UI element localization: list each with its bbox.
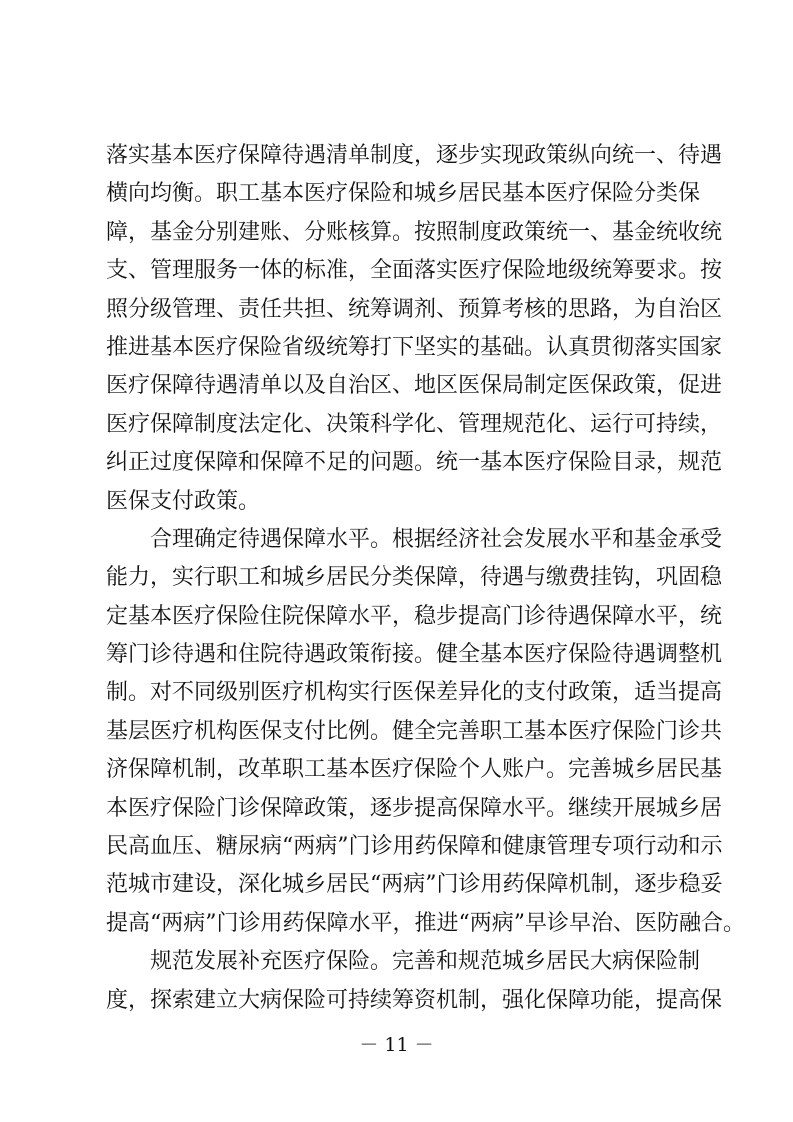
text-line: 度，探索建立大病保险可持续筹资机制，强化保障功能，提高保 xyxy=(106,987,723,1013)
paragraph-2 xyxy=(106,521,745,943)
text-line: 制。对不同级别医疗机构实行医保差异化的支付政策，适当提高 xyxy=(106,680,723,706)
text-line: 提高“两病”门诊用药保障水平，推进“两病”早诊早治、医防融合。 xyxy=(106,910,745,936)
text-line: 纠正过度保障和保障不足的问题。统一基本医疗保险目录，规范 xyxy=(106,450,723,476)
text-line: 规范发展补充医疗保险。完善和规范城乡居民大病保险制 xyxy=(106,949,701,975)
text-line: 济保障机制，改革职工基本医疗保险个人账户。完善城乡居民基 xyxy=(106,757,723,783)
paragraph-1 xyxy=(106,137,723,521)
text-line: 推进基本医疗保险省级统筹打下坚实的基础。认真贯彻落实国家 xyxy=(106,334,723,360)
text-line: 本医疗保险门诊保障政策，逐步提高保障水平。继续开展城乡居 xyxy=(106,795,723,821)
text-line: 范城市建设，深化城乡居民“两病”门诊用药保障机制，逐步稳妥 xyxy=(106,872,723,898)
text-line: 定基本医疗保险住院保障水平，稳步提高门诊待遇保障水平，统 xyxy=(106,603,723,629)
text-line: 能力，实行职工和城乡居民分类保障，待遇与缴费挂钩，巩固稳 xyxy=(106,565,723,591)
text-line: 支、管理服务一体的标准，全面落实医疗保险地级统筹要求。按 xyxy=(106,258,723,284)
paragraph-3 xyxy=(106,943,723,1020)
text-line: 横向均衡。职工基本医疗保险和城乡居民基本医疗保险分类保 xyxy=(106,181,701,207)
text-line: 医疗保障制度法定化、决策科学化、管理规范化、运行可持续， xyxy=(106,411,723,437)
text-line: 照分级管理、责任共担、统筹调剂、预算考核的思路，为自治区 xyxy=(106,296,723,322)
text-line: 基层医疗机构医保支付比例。健全完善职工基本医疗保险门诊共 xyxy=(106,718,723,744)
text-line: 民高血压、糖尿病“两病”门诊用药保障和健康管理专项行动和示 xyxy=(106,834,723,860)
text-line: 医疗保障待遇清单以及自治区、地区医保局制定医保政策，促进 xyxy=(106,373,723,399)
text-line: 障，基金分别建账、分账核算。按照制度政策统一、基金统收统 xyxy=(106,219,723,245)
text-line: 筹门诊待遇和住院待遇政策衔接。健全基本医疗保险待遇调整机 xyxy=(106,642,723,668)
body-text xyxy=(106,137,745,1020)
page-number: － 11 － xyxy=(359,1034,434,1056)
text-line: 落实基本医疗保障待遇清单制度，逐步实现政策纵向统一、待遇 xyxy=(106,143,723,168)
text-line: 医保支付政策。 xyxy=(106,488,261,514)
text-line: 合理确定待遇保障水平。根据经济社会发展水平和基金承受 xyxy=(106,526,723,552)
